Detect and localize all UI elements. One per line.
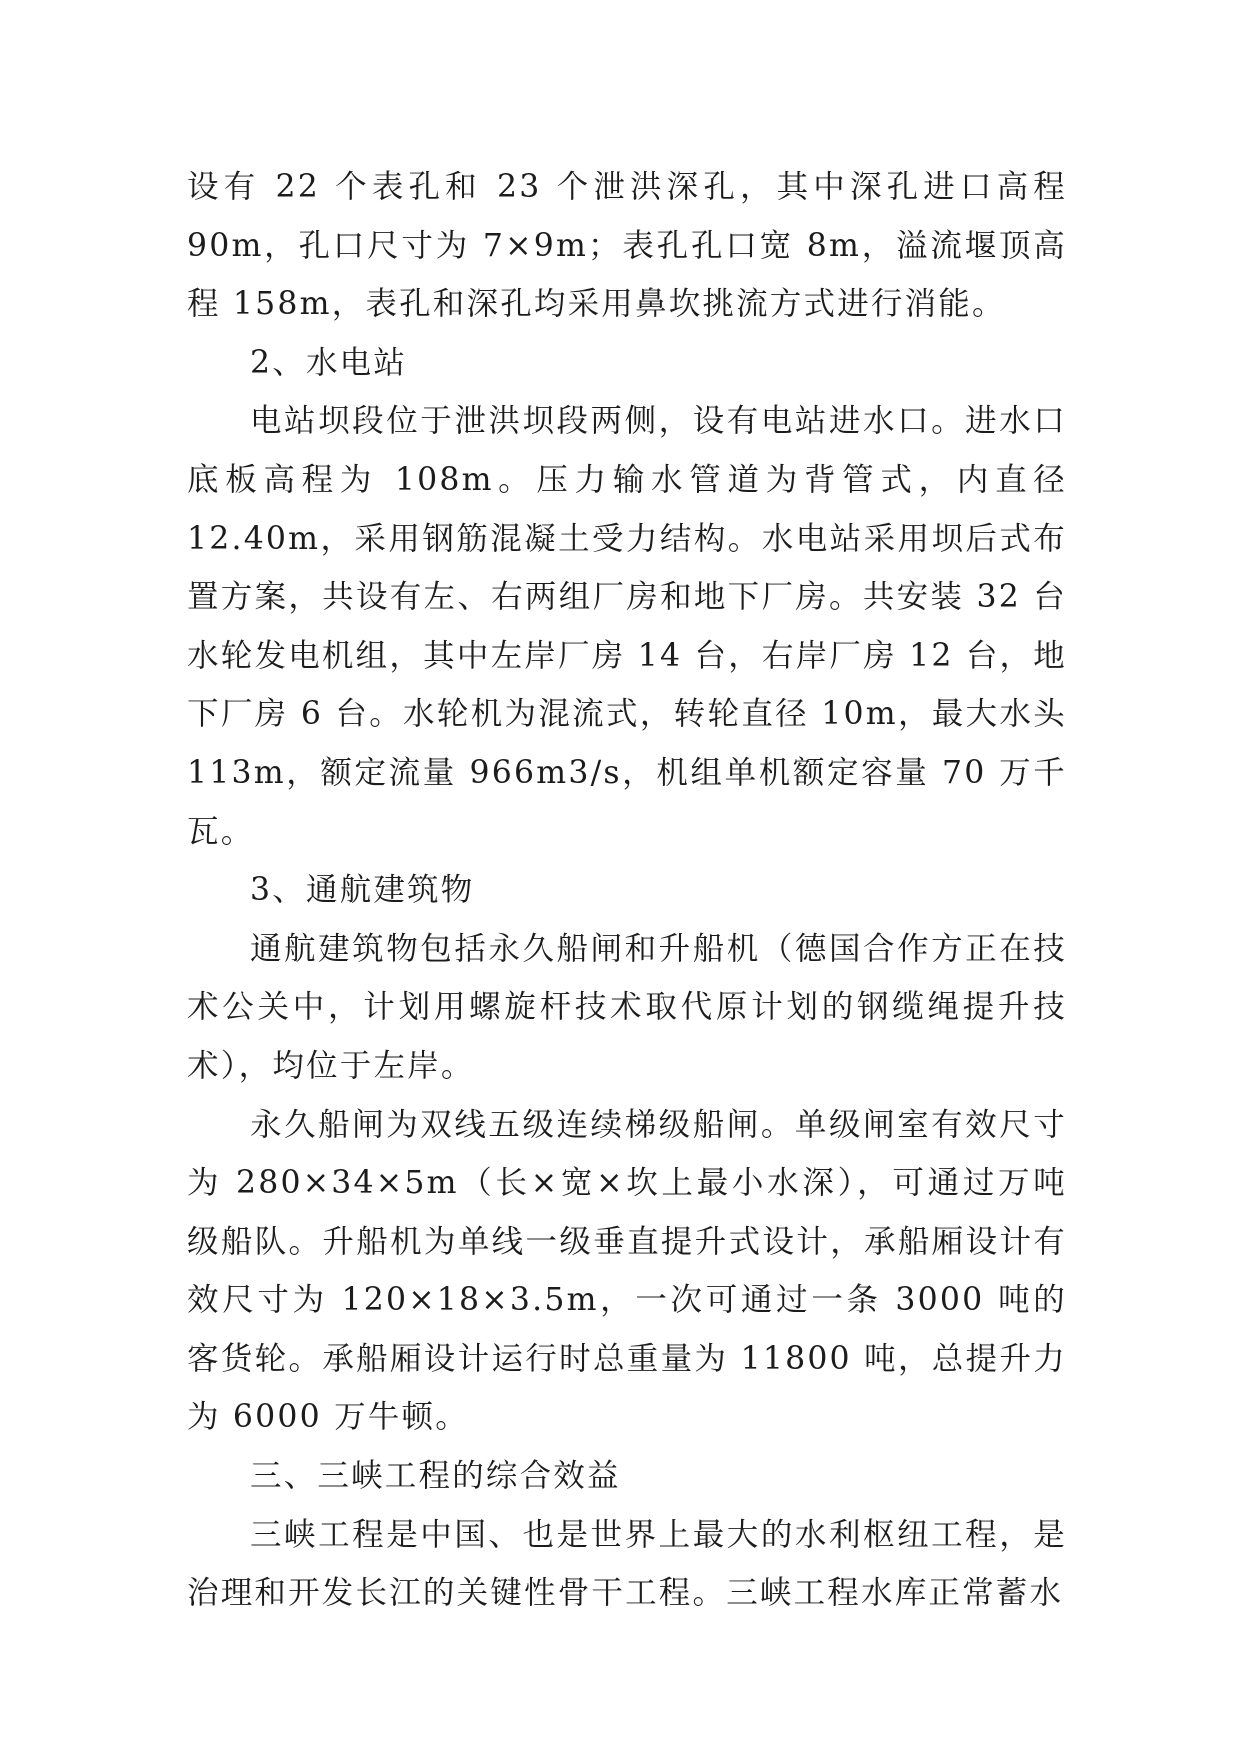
paragraph-hydropower-station: 电站坝段位于泄洪坝段两侧，设有电站进水口。进水口底板高程为 108m。压力输水管道为背管式，内直径 12.40m，采用钢筋混凝土受力结构。水电站采用坝后式布置方案，共设有左、右两组厂房和地下厂房。共安装 32 台水轮发电机组，其中左岸厂房 14 台，右岸厂房 12 台，地下厂房 6 台。水轮机为混流式，转轮直径 10m，最大水头 113m，额定流量 966m3/s，机组单机额定容量 70 万千瓦。 <box>187 403 1067 850</box>
heading-navigation-structures: 3、通航建筑物 <box>250 872 475 909</box>
paragraph-spillway-holes: 设有 22 个表孔和 23 个泄洪深孔，其中深孔进口高程 90m，孔口尺寸为 7×9m；表孔孔口宽 8m，溢流堰顶高程 158m，表孔和深孔均采用鼻坎挑流方式进行消能。 <box>187 169 1067 323</box>
paragraph-comprehensive-benefits: 三峡工程是中国、也是世界上最大的水利枢纽工程，是治理和开发长江的关键性骨干工程。三峡工程水库正常蓄水 <box>187 1516 1067 1612</box>
heading-hydropower-station: 2、水电站 <box>250 344 408 381</box>
paragraph-navigation-structures: 通航建筑物包括永久船闸和升船机（德国合作方正在技术公关中，计划用螺旋杆技术取代原计划的钢缆绳提升技术），均位于左岸。 <box>187 930 1067 1084</box>
paragraph-ship-lock: 永久船闸为双线五级连续梯级船闸。单级闸室有效尺寸为 280×34×5m（长×宽×坎上最小水深），可通过万吨级船队。升船机为单线一级垂直提升式设计，承船厢设计有效尺寸为 120×18×3.5m，一次可通过一条 3000 吨的客货轮。承船厢设计运行时总重量为 11800 吨，总提升力为 6000 万牛顿。 <box>187 1106 1067 1436</box>
heading-comprehensive-benefits: 三、三峡工程的综合效益 <box>250 1458 621 1495</box>
document-body <box>187 158 1067 1623</box>
